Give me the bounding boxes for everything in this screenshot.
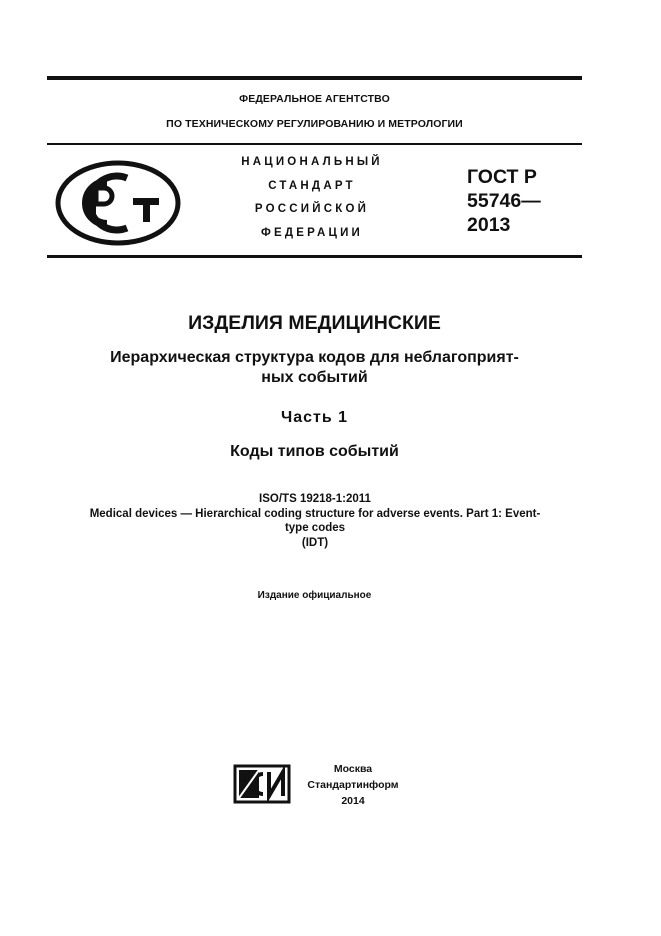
publisher-block (298, 761, 408, 809)
publisher-year: 2014 (341, 795, 365, 807)
standartinform-logo-icon (233, 764, 291, 804)
subtitle-line2: ных событий (261, 369, 368, 386)
national-standard-line1: НАЦИОНАЛЬНЫЙ (241, 156, 383, 168)
publisher-name: Стандартинформ (307, 779, 399, 791)
bottom-rule (47, 255, 582, 258)
iso-idt: (IDT) (301, 536, 329, 549)
national-standard-block (222, 155, 402, 249)
iso-english-line1: Medical devices — Hierarchical coding structure for adverse events. Part 1: Event- (89, 507, 541, 520)
iso-reference (40, 492, 590, 550)
national-standard-line4: ФЕДЕРАЦИИ (260, 226, 364, 239)
rst-logo-icon (55, 160, 181, 246)
gost-line3: 2013 (467, 214, 511, 236)
agency-name-line2: ПО ТЕХНИЧЕСКОМУ РЕГУЛИРОВАНИЮ И МЕТРОЛОГИИ (166, 118, 463, 130)
agency-name-line1: ФЕДЕРАЛЬНОЕ АГЕНТСТВО (239, 93, 390, 105)
middle-rule (47, 143, 582, 145)
gost-line1: ГОСТ Р (467, 166, 537, 188)
edition-label: Издание официальное (257, 590, 372, 601)
top-rule (47, 76, 582, 80)
publisher-city: Москва (333, 763, 373, 775)
gost-line2: 55746— (467, 190, 541, 212)
document-subtitle (47, 348, 582, 388)
national-standard-line2: СТАНДАРТ (268, 179, 356, 192)
iso-code: ISO/TS 19218-1:2011 (259, 493, 371, 505)
iso-english-line2: type codes (284, 522, 346, 534)
document-title: ИЗДЕЛИЯ МЕДИЦИНСКИЕ (188, 312, 441, 334)
part-number: Часть 1 (280, 409, 349, 426)
gost-designation (467, 165, 541, 237)
part-title: Коды типов событий (230, 443, 399, 460)
subtitle-line1: Иерархическая структура кодов для неблагоприят- (110, 349, 519, 366)
national-standard-line3: РОССИЙСКОЙ (254, 203, 370, 215)
